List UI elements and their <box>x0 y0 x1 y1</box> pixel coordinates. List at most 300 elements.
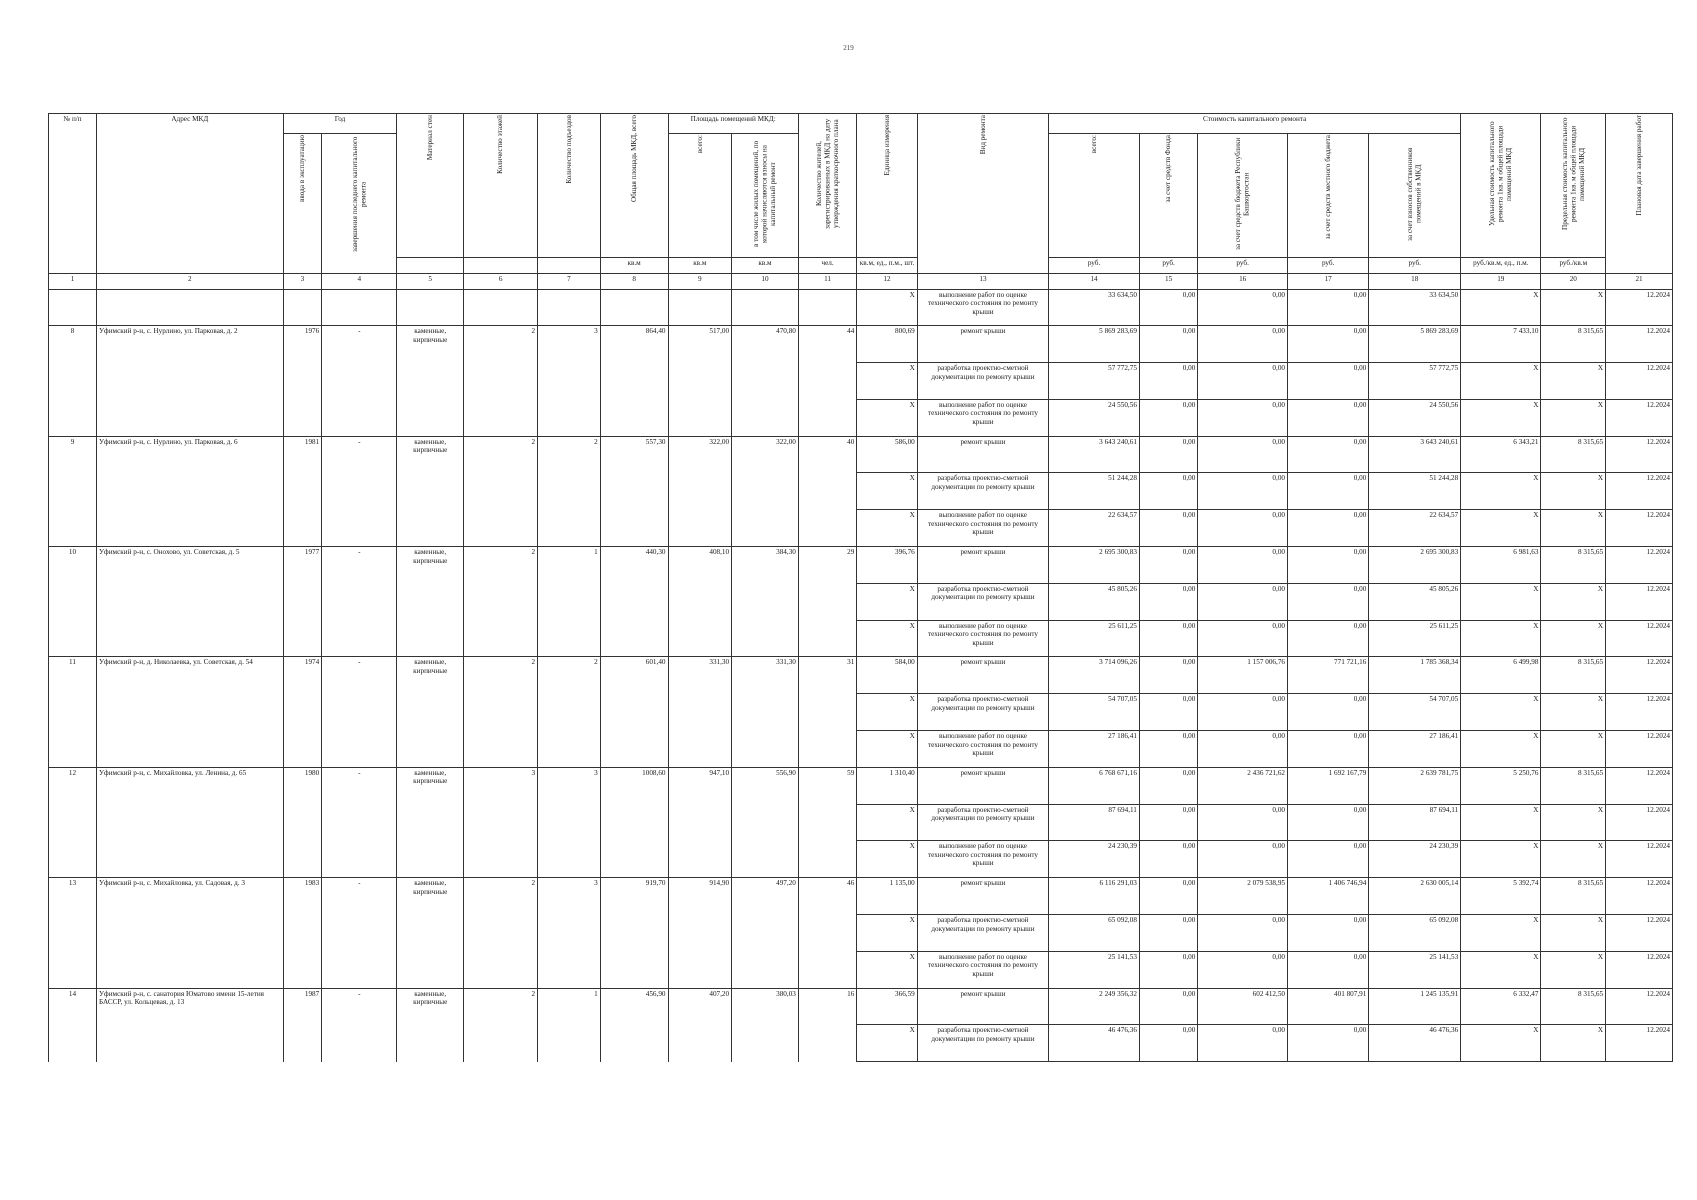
header-address: Адрес МКД <box>96 114 283 274</box>
cell-residents <box>798 473 856 510</box>
cell-row-number: 8 <box>49 326 97 363</box>
cell-premises-repair <box>732 804 799 841</box>
cell-address <box>96 363 283 400</box>
cell-year-last-repair <box>322 951 397 988</box>
cell-total-area <box>600 841 668 878</box>
cell-premises-repair <box>732 1025 799 1062</box>
column-number: 21 <box>1606 273 1673 289</box>
cell-repair-type: выполнение работ по оценке технического состояния по ремонту крыши <box>917 841 1048 878</box>
cell-wall-material <box>397 731 464 768</box>
cell-entrances: 3 <box>538 326 601 363</box>
cell-cost-total: 24 550,56 <box>1049 399 1140 436</box>
cell-repair-type: ремонт крыши <box>917 547 1048 584</box>
cell-premises-total <box>668 951 732 988</box>
unit-cell: руб./кв.м <box>1541 257 1606 273</box>
cell-residents <box>798 804 856 841</box>
cell-cost-budget-rb: 0,00 <box>1198 583 1288 620</box>
cell-cost-local: 1 692 167,79 <box>1288 767 1369 804</box>
cell-address <box>96 620 283 657</box>
cell-address <box>96 915 283 952</box>
cell-unit-cost: 6 343,21 <box>1461 436 1541 473</box>
cell-year-last-repair <box>322 694 397 731</box>
cell-unit-cost: X <box>1461 399 1541 436</box>
cell-cost-fund: 0,00 <box>1139 583 1197 620</box>
cell-residents <box>798 510 856 547</box>
cell-wall-material <box>397 1025 464 1062</box>
cell-entrances <box>538 694 601 731</box>
cell-floors <box>464 473 538 510</box>
cell-unit-cost: 6 332,47 <box>1461 988 1541 1025</box>
table-row <box>49 841 1673 878</box>
column-number: 4 <box>322 273 397 289</box>
cell-residents <box>798 915 856 952</box>
cell-cost-total: 22 634,57 <box>1049 510 1140 547</box>
cell-address <box>96 1025 283 1062</box>
unit-cell: руб. <box>1139 257 1197 273</box>
cell-year-last-repair <box>322 841 397 878</box>
cell-unit-cost: X <box>1461 841 1541 878</box>
cell-floors <box>464 915 538 952</box>
table-row <box>49 436 1673 473</box>
column-number-row <box>49 273 1673 289</box>
cell-entrances: 1 <box>538 547 601 584</box>
header-year-commission: ввода в эксплуатацию <box>283 134 322 274</box>
cell-premises-total: 914,90 <box>668 878 732 915</box>
cell-cost-fund: 0,00 <box>1139 878 1197 915</box>
cell-cost-owners: 24 550,56 <box>1369 399 1461 436</box>
cell-floors <box>464 583 538 620</box>
unit-cell: кв.м <box>600 257 668 273</box>
cell-row-number <box>49 583 97 620</box>
cell-cost-local: 0,00 <box>1288 510 1369 547</box>
cell-unit-value: X <box>857 510 917 547</box>
cell-unit-cost: 7 433,10 <box>1461 326 1541 363</box>
cell-cost-total: 3 643 240,61 <box>1049 436 1140 473</box>
cell-cost-budget-rb: 0,00 <box>1198 326 1288 363</box>
cell-premises-total <box>668 841 732 878</box>
header-cost-owners: за счет взносов собственников помещений в МКД <box>1369 134 1461 258</box>
cell-cost-fund: 0,00 <box>1139 473 1197 510</box>
cell-cost-total: 3 714 096,26 <box>1049 657 1140 694</box>
cell-repair-type: разработка проектно-сметной документации по ремонту крыши <box>917 583 1048 620</box>
cell-cost-total: 5 869 283,69 <box>1049 326 1140 363</box>
cell-cost-owners: 46 476,36 <box>1369 1025 1461 1062</box>
unit-cell: руб. <box>1369 257 1461 273</box>
header-premises-total: всего: <box>668 134 732 258</box>
header-floors: Количество этажей <box>464 114 538 258</box>
cell-residents <box>798 1025 856 1062</box>
cell-floors <box>464 951 538 988</box>
cell-cost-owners: 2 695 300,83 <box>1369 547 1461 584</box>
cell-max-cost: X <box>1541 841 1606 878</box>
cell-cost-local: 0,00 <box>1288 326 1369 363</box>
cell-year-last-repair <box>322 473 397 510</box>
cell-address <box>96 473 283 510</box>
cell-year-last-repair <box>322 363 397 400</box>
cell-cost-owners: 22 634,57 <box>1369 510 1461 547</box>
cell-residents <box>798 363 856 400</box>
table-row <box>49 1025 1673 1062</box>
cell-year-commission <box>283 1025 322 1062</box>
cell-planned-date: 12.2024 <box>1606 1025 1673 1062</box>
cell-floors: 2 <box>464 547 538 584</box>
column-number: 3 <box>283 273 322 289</box>
cell-unit-value: X <box>857 583 917 620</box>
column-number: 6 <box>464 273 538 289</box>
cell-premises-total <box>668 399 732 436</box>
cell-address: Уфимский р-н, с. Онохово, ул. Советская, д. 5 <box>96 547 283 584</box>
cell-total-area: 601,40 <box>600 657 668 694</box>
cell-residents <box>798 583 856 620</box>
table-row <box>49 951 1673 988</box>
cell-premises-repair <box>732 731 799 768</box>
cell-wall-material <box>397 583 464 620</box>
cell-planned-date: 12.2024 <box>1606 436 1673 473</box>
cell-entrances <box>538 289 601 326</box>
cell-wall-material: каменные, кирпичные <box>397 326 464 363</box>
cell-cost-fund: 0,00 <box>1139 620 1197 657</box>
cell-cost-total: 2 695 300,83 <box>1049 547 1140 584</box>
header-unit-cost: Удельная стоимость капитального ремонта 1кв. м общей площади помещений МКД <box>1461 114 1541 258</box>
cell-unit-cost: X <box>1461 510 1541 547</box>
cell-planned-date: 12.2024 <box>1606 804 1673 841</box>
table-row <box>49 915 1673 952</box>
cell-cost-budget-rb: 0,00 <box>1198 399 1288 436</box>
cell-floors: 2 <box>464 657 538 694</box>
cell-planned-date: 12.2024 <box>1606 547 1673 584</box>
cell-cost-owners: 51 244,28 <box>1369 473 1461 510</box>
cell-address <box>96 804 283 841</box>
cell-repair-type: разработка проектно-сметной документации по ремонту крыши <box>917 804 1048 841</box>
cell-total-area <box>600 583 668 620</box>
unit-cell: кв.м, ед., п.м., шт. <box>857 257 917 273</box>
cell-cost-budget-rb: 0,00 <box>1198 731 1288 768</box>
cell-entrances <box>538 1025 601 1062</box>
unit-cell: руб. <box>1049 257 1140 273</box>
header-max-cost: Предельная стоимость капитального ремонта 1кв. м общей площади помещений МКД <box>1541 114 1606 258</box>
cell-total-area <box>600 289 668 326</box>
cell-unit-cost: X <box>1461 620 1541 657</box>
cell-cost-local: 0,00 <box>1288 473 1369 510</box>
unit-cell: руб./кв.м, ед., п.м. <box>1461 257 1541 273</box>
cell-row-number <box>49 1025 97 1062</box>
cell-floors <box>464 620 538 657</box>
cell-planned-date: 12.2024 <box>1606 951 1673 988</box>
cell-cost-fund: 0,00 <box>1139 731 1197 768</box>
cell-repair-type: ремонт крыши <box>917 988 1048 1025</box>
cell-wall-material <box>397 694 464 731</box>
cell-premises-repair <box>732 841 799 878</box>
header-residents: Количество жителей, зарегистрированных в МКД на дату утверждения краткосрочного плана <box>798 114 856 258</box>
table-row <box>49 694 1673 731</box>
cell-cost-budget-rb: 0,00 <box>1198 620 1288 657</box>
cell-premises-total: 322,00 <box>668 436 732 473</box>
cell-total-area <box>600 1025 668 1062</box>
cell-unit-value: X <box>857 951 917 988</box>
cell-cost-owners: 33 634,50 <box>1369 289 1461 326</box>
cell-cost-total: 25 611,25 <box>1049 620 1140 657</box>
cell-total-area <box>600 951 668 988</box>
cell-wall-material <box>397 473 464 510</box>
cell-entrances <box>538 510 601 547</box>
cell-year-commission: 1977 <box>283 547 322 584</box>
unit-cell <box>538 257 601 273</box>
header-cost-total: всего: <box>1049 134 1140 258</box>
cell-wall-material <box>397 951 464 988</box>
cell-premises-repair <box>732 694 799 731</box>
cell-year-commission <box>283 473 322 510</box>
cell-max-cost: X <box>1541 620 1606 657</box>
cell-premises-total <box>668 510 732 547</box>
cell-unit-cost: 6 981,63 <box>1461 547 1541 584</box>
cell-entrances: 1 <box>538 988 601 1025</box>
cell-max-cost: X <box>1541 1025 1606 1062</box>
cell-premises-total <box>668 583 732 620</box>
table-row <box>49 289 1673 326</box>
cell-max-cost: 8 315,65 <box>1541 547 1606 584</box>
cell-row-number <box>49 951 97 988</box>
cell-residents: 16 <box>798 988 856 1025</box>
cell-premises-total <box>668 1025 732 1062</box>
cell-row-number <box>49 473 97 510</box>
cell-floors <box>464 399 538 436</box>
cell-premises-total: 407,20 <box>668 988 732 1025</box>
cell-year-commission <box>283 399 322 436</box>
cell-year-last-repair: - <box>322 988 397 1025</box>
cell-address: Уфимский р-н, с. Михайловка, ул. Ленина, д. 65 <box>96 767 283 804</box>
cell-repair-type: выполнение работ по оценке технического состояния по ремонту крыши <box>917 951 1048 988</box>
cell-row-number <box>49 399 97 436</box>
cell-residents <box>798 731 856 768</box>
cell-cost-owners: 1 785 368,34 <box>1369 657 1461 694</box>
cell-unit-cost: X <box>1461 731 1541 768</box>
cell-cost-budget-rb: 0,00 <box>1198 473 1288 510</box>
header-wall-material: Материал стен <box>397 114 464 258</box>
table-row <box>49 988 1673 1025</box>
cell-cost-budget-rb: 0,00 <box>1198 1025 1288 1062</box>
table-row <box>49 878 1673 915</box>
cell-unit-cost: 5 250,76 <box>1461 767 1541 804</box>
cell-repair-type: ремонт крыши <box>917 326 1048 363</box>
cell-planned-date: 12.2024 <box>1606 510 1673 547</box>
cell-cost-budget-rb: 2 079 538,95 <box>1198 878 1288 915</box>
header-year-last-repair: завершения последнего капитального ремонта <box>322 134 397 274</box>
cell-premises-repair <box>732 289 799 326</box>
cell-unit-cost: X <box>1461 289 1541 326</box>
cell-floors <box>464 804 538 841</box>
cell-repair-type: разработка проектно-сметной документации по ремонту крыши <box>917 473 1048 510</box>
cell-premises-repair: 384,30 <box>732 547 799 584</box>
header-unit: Единица измерения <box>857 114 917 258</box>
cell-cost-budget-rb: 0,00 <box>1198 547 1288 584</box>
cell-cost-fund: 0,00 <box>1139 326 1197 363</box>
cell-wall-material <box>397 399 464 436</box>
cell-row-number: 13 <box>49 878 97 915</box>
cell-cost-owners: 2 639 781,75 <box>1369 767 1461 804</box>
cell-premises-repair: 556,90 <box>732 767 799 804</box>
cell-repair-type: выполнение работ по оценке технического состояния по ремонту крыши <box>917 399 1048 436</box>
cell-cost-fund: 0,00 <box>1139 841 1197 878</box>
column-number: 5 <box>397 273 464 289</box>
cell-year-commission: 1980 <box>283 767 322 804</box>
cell-cost-local: 0,00 <box>1288 289 1369 326</box>
cell-planned-date: 12.2024 <box>1606 694 1673 731</box>
cell-entrances <box>538 731 601 768</box>
column-number: 8 <box>600 273 668 289</box>
cell-cost-owners: 54 707,05 <box>1369 694 1461 731</box>
cell-planned-date: 12.2024 <box>1606 988 1673 1025</box>
cell-total-area <box>600 620 668 657</box>
cell-max-cost: X <box>1541 694 1606 731</box>
cell-address: Уфимский р-н, д. Николаевка, ул. Советская, д. 54 <box>96 657 283 694</box>
cell-row-number <box>49 694 97 731</box>
cell-cost-local: 0,00 <box>1288 1025 1369 1062</box>
cell-residents: 29 <box>798 547 856 584</box>
cell-total-area: 864,40 <box>600 326 668 363</box>
cell-cost-budget-rb: 0,00 <box>1198 363 1288 400</box>
header-total-area: Общая площадь МКД, всего <box>600 114 668 258</box>
table-row <box>49 583 1673 620</box>
cell-total-area <box>600 510 668 547</box>
header-repair-type: Вид ремонта <box>917 114 1048 274</box>
cell-premises-repair: 470,80 <box>732 326 799 363</box>
cell-entrances <box>538 841 601 878</box>
cell-year-last-repair <box>322 510 397 547</box>
cell-year-last-repair <box>322 804 397 841</box>
cell-total-area <box>600 363 668 400</box>
header-premises-group: Площадь помещений МКД: <box>668 114 798 134</box>
cell-row-number <box>49 841 97 878</box>
cell-total-area: 557,30 <box>600 436 668 473</box>
cell-total-area <box>600 915 668 952</box>
cell-cost-budget-rb: 602 412,50 <box>1198 988 1288 1025</box>
cell-unit-value: 1 310,40 <box>857 767 917 804</box>
header-year-group: Год <box>283 114 397 134</box>
cell-year-commission <box>283 289 322 326</box>
cell-cost-owners: 27 186,41 <box>1369 731 1461 768</box>
cell-entrances <box>538 915 601 952</box>
column-number: 20 <box>1541 273 1606 289</box>
cell-cost-total: 51 244,28 <box>1049 473 1140 510</box>
unit-cell <box>397 257 464 273</box>
cell-unit-value: 366,59 <box>857 988 917 1025</box>
cell-residents: 44 <box>798 326 856 363</box>
cell-repair-type: разработка проектно-сметной документации по ремонту крыши <box>917 1025 1048 1062</box>
cell-cost-owners: 25 611,25 <box>1369 620 1461 657</box>
cell-premises-total <box>668 473 732 510</box>
cell-max-cost: 8 315,65 <box>1541 878 1606 915</box>
header-cost-budget-rb: за счет средств бюджета Республики Башкортостан <box>1198 134 1288 258</box>
unit-cell: руб. <box>1198 257 1288 273</box>
cell-year-commission <box>283 731 322 768</box>
cell-cost-owners: 57 772,75 <box>1369 363 1461 400</box>
cell-cost-owners: 25 141,53 <box>1369 951 1461 988</box>
cell-cost-local: 0,00 <box>1288 804 1369 841</box>
cell-year-last-repair <box>322 731 397 768</box>
cell-repair-type: ремонт крыши <box>917 436 1048 473</box>
cell-wall-material: каменные, кирпичные <box>397 767 464 804</box>
cell-entrances: 3 <box>538 878 601 915</box>
cell-cost-local: 1 406 746,94 <box>1288 878 1369 915</box>
cell-floors: 3 <box>464 767 538 804</box>
column-number: 7 <box>538 273 601 289</box>
cell-residents <box>798 620 856 657</box>
cell-premises-repair <box>732 951 799 988</box>
cell-max-cost: 8 315,65 <box>1541 436 1606 473</box>
cell-year-commission <box>283 583 322 620</box>
cell-year-last-repair <box>322 399 397 436</box>
cell-wall-material: каменные, кирпичные <box>397 988 464 1025</box>
cell-entrances <box>538 363 601 400</box>
cell-cost-total: 6 116 291,03 <box>1049 878 1140 915</box>
cell-year-commission: 1981 <box>283 436 322 473</box>
cell-entrances <box>538 583 601 620</box>
cell-max-cost: 8 315,65 <box>1541 657 1606 694</box>
cell-cost-local: 401 807,91 <box>1288 988 1369 1025</box>
cell-year-commission: 1974 <box>283 657 322 694</box>
column-number: 11 <box>798 273 856 289</box>
cell-premises-total <box>668 694 732 731</box>
cell-total-area <box>600 399 668 436</box>
cell-cost-local: 0,00 <box>1288 583 1369 620</box>
cell-repair-type: выполнение работ по оценке технического состояния по ремонту крыши <box>917 510 1048 547</box>
cell-cost-owners: 87 694,11 <box>1369 804 1461 841</box>
column-number: 15 <box>1139 273 1197 289</box>
cell-cost-fund: 0,00 <box>1139 951 1197 988</box>
cell-cost-budget-rb: 0,00 <box>1198 915 1288 952</box>
cell-planned-date: 12.2024 <box>1606 878 1673 915</box>
cell-unit-value: X <box>857 1025 917 1062</box>
cell-cost-budget-rb: 0,00 <box>1198 951 1288 988</box>
cell-floors: 2 <box>464 988 538 1025</box>
cell-cost-total: 54 707,05 <box>1049 694 1140 731</box>
cell-entrances: 2 <box>538 436 601 473</box>
cell-planned-date: 12.2024 <box>1606 620 1673 657</box>
cell-premises-total <box>668 620 732 657</box>
cell-unit-value: 800,69 <box>857 326 917 363</box>
cell-year-last-repair: - <box>322 657 397 694</box>
cell-max-cost: X <box>1541 363 1606 400</box>
cell-year-last-repair: - <box>322 547 397 584</box>
cell-total-area: 919,70 <box>600 878 668 915</box>
column-number: 13 <box>917 273 1048 289</box>
cell-max-cost: X <box>1541 951 1606 988</box>
cell-cost-budget-rb: 1 157 006,76 <box>1198 657 1288 694</box>
cell-cost-fund: 0,00 <box>1139 767 1197 804</box>
table-row <box>49 510 1673 547</box>
cell-premises-repair: 497,20 <box>732 878 799 915</box>
column-number: 1 <box>49 273 97 289</box>
cell-premises-repair <box>732 915 799 952</box>
cell-residents: 31 <box>798 657 856 694</box>
cell-floors: 2 <box>464 878 538 915</box>
cell-cost-total: 46 476,36 <box>1049 1025 1140 1062</box>
cell-max-cost: X <box>1541 473 1606 510</box>
cell-wall-material <box>397 620 464 657</box>
table-body <box>49 289 1673 1062</box>
header-premises-repair: в том числе жилых помещений, по которой начисляются взносы на капитальный ремонт <box>732 134 799 258</box>
cell-total-area <box>600 473 668 510</box>
cell-cost-total: 87 694,11 <box>1049 804 1140 841</box>
cell-cost-total: 65 092,08 <box>1049 915 1140 952</box>
cell-planned-date: 12.2024 <box>1606 473 1673 510</box>
cell-cost-local: 0,00 <box>1288 694 1369 731</box>
cell-cost-owners: 2 630 005,14 <box>1369 878 1461 915</box>
cell-address <box>96 399 283 436</box>
column-number: 14 <box>1049 273 1140 289</box>
cell-row-number <box>49 289 97 326</box>
table-row <box>49 363 1673 400</box>
